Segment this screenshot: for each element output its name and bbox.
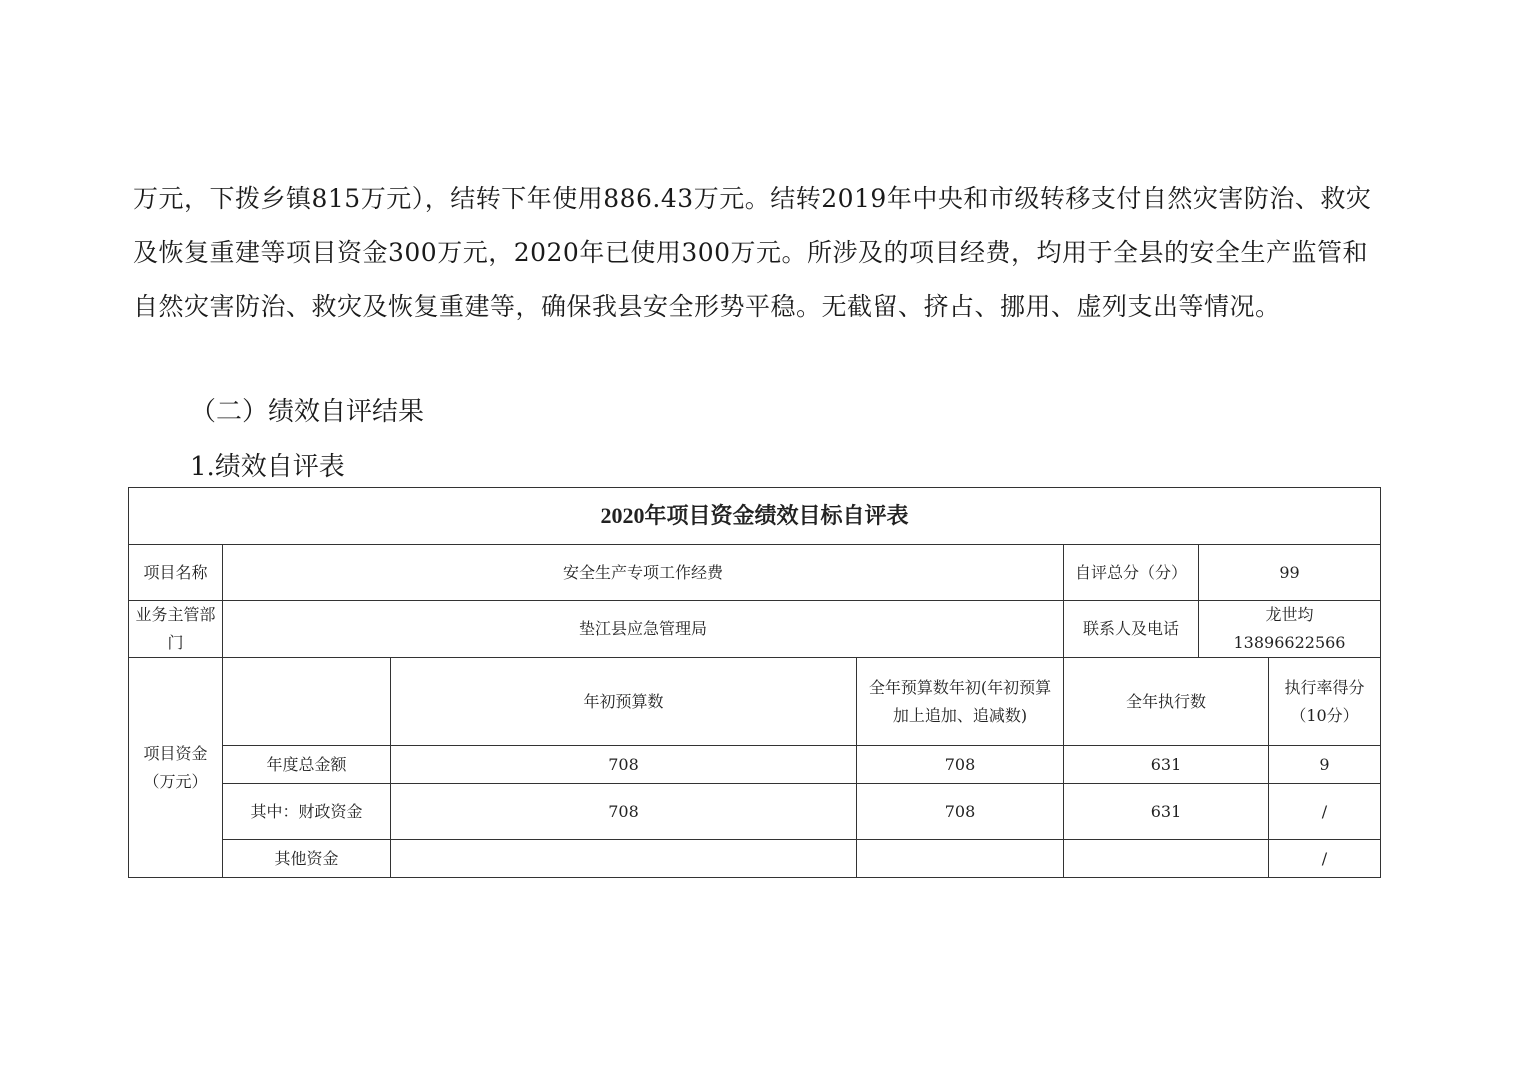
- contact-value: [1199, 601, 1381, 658]
- contact-phone: 13896622566: [1233, 633, 1346, 652]
- col-header-blank: [223, 658, 391, 746]
- subsection-heading: 1.绩效自评表: [190, 452, 345, 482]
- cell-initial: [391, 840, 857, 878]
- col-header-exec-rate: 执行率得分（10分）: [1269, 658, 1381, 746]
- cell-initial: 708: [391, 746, 857, 784]
- row-label: 其中：财政资金: [223, 784, 391, 840]
- score-value: 99: [1199, 545, 1381, 601]
- contact-name: 龙世均: [1265, 605, 1314, 624]
- cell-rate: /: [1269, 784, 1381, 840]
- cell-rate: 9: [1269, 746, 1381, 784]
- funds-label: 项目资金（万元）: [129, 658, 223, 878]
- col-header-full-year-budget: 全年预算数年初(年初预算加上追加、追减数): [857, 658, 1064, 746]
- cell-exec: [1064, 840, 1269, 878]
- row-label: 其他资金: [223, 840, 391, 878]
- col-header-full-year-exec: 全年执行数: [1064, 658, 1269, 746]
- row-label: 年度总金额: [223, 746, 391, 784]
- cell-full-year: 708: [857, 784, 1064, 840]
- cell-initial: 708: [391, 784, 857, 840]
- dept-label: 业务主管部门: [129, 601, 223, 658]
- performance-evaluation-table: [128, 487, 1381, 878]
- section-heading: （二）绩效自评结果: [190, 397, 425, 427]
- cell-full-year: 708: [857, 746, 1064, 784]
- cell-full-year: [857, 840, 1064, 878]
- cell-exec: 631: [1064, 746, 1269, 784]
- project-name-value: 安全生产专项工作经费: [223, 545, 1064, 601]
- contact-label: 联系人及电话: [1064, 601, 1199, 658]
- cell-rate: /: [1269, 840, 1381, 878]
- table-title: 2020年项目资金绩效目标自评表: [129, 488, 1381, 545]
- score-label: 自评总分（分）: [1064, 545, 1199, 601]
- dept-value: 垫江县应急管理局: [223, 601, 1064, 658]
- col-header-initial-budget: 年初预算数: [391, 658, 857, 746]
- project-name-label: 项目名称: [129, 545, 223, 601]
- cell-exec: 631: [1064, 784, 1269, 840]
- body-paragraph: 万元，下拨乡镇815万元），结转下年使用886.43万元。结转2019年中央和市级转移支付自然灾害防治、救灾及恢复重建等项目资金300万元，2020年已使用300万元。所涉及的项目经费，均用于全县的安全生产监管和自然灾害防治、救灾及恢复重建等，确保我县安全形势平稳。无截留、挤占、挪用、虚列支出等情况。: [133, 184, 1372, 321]
